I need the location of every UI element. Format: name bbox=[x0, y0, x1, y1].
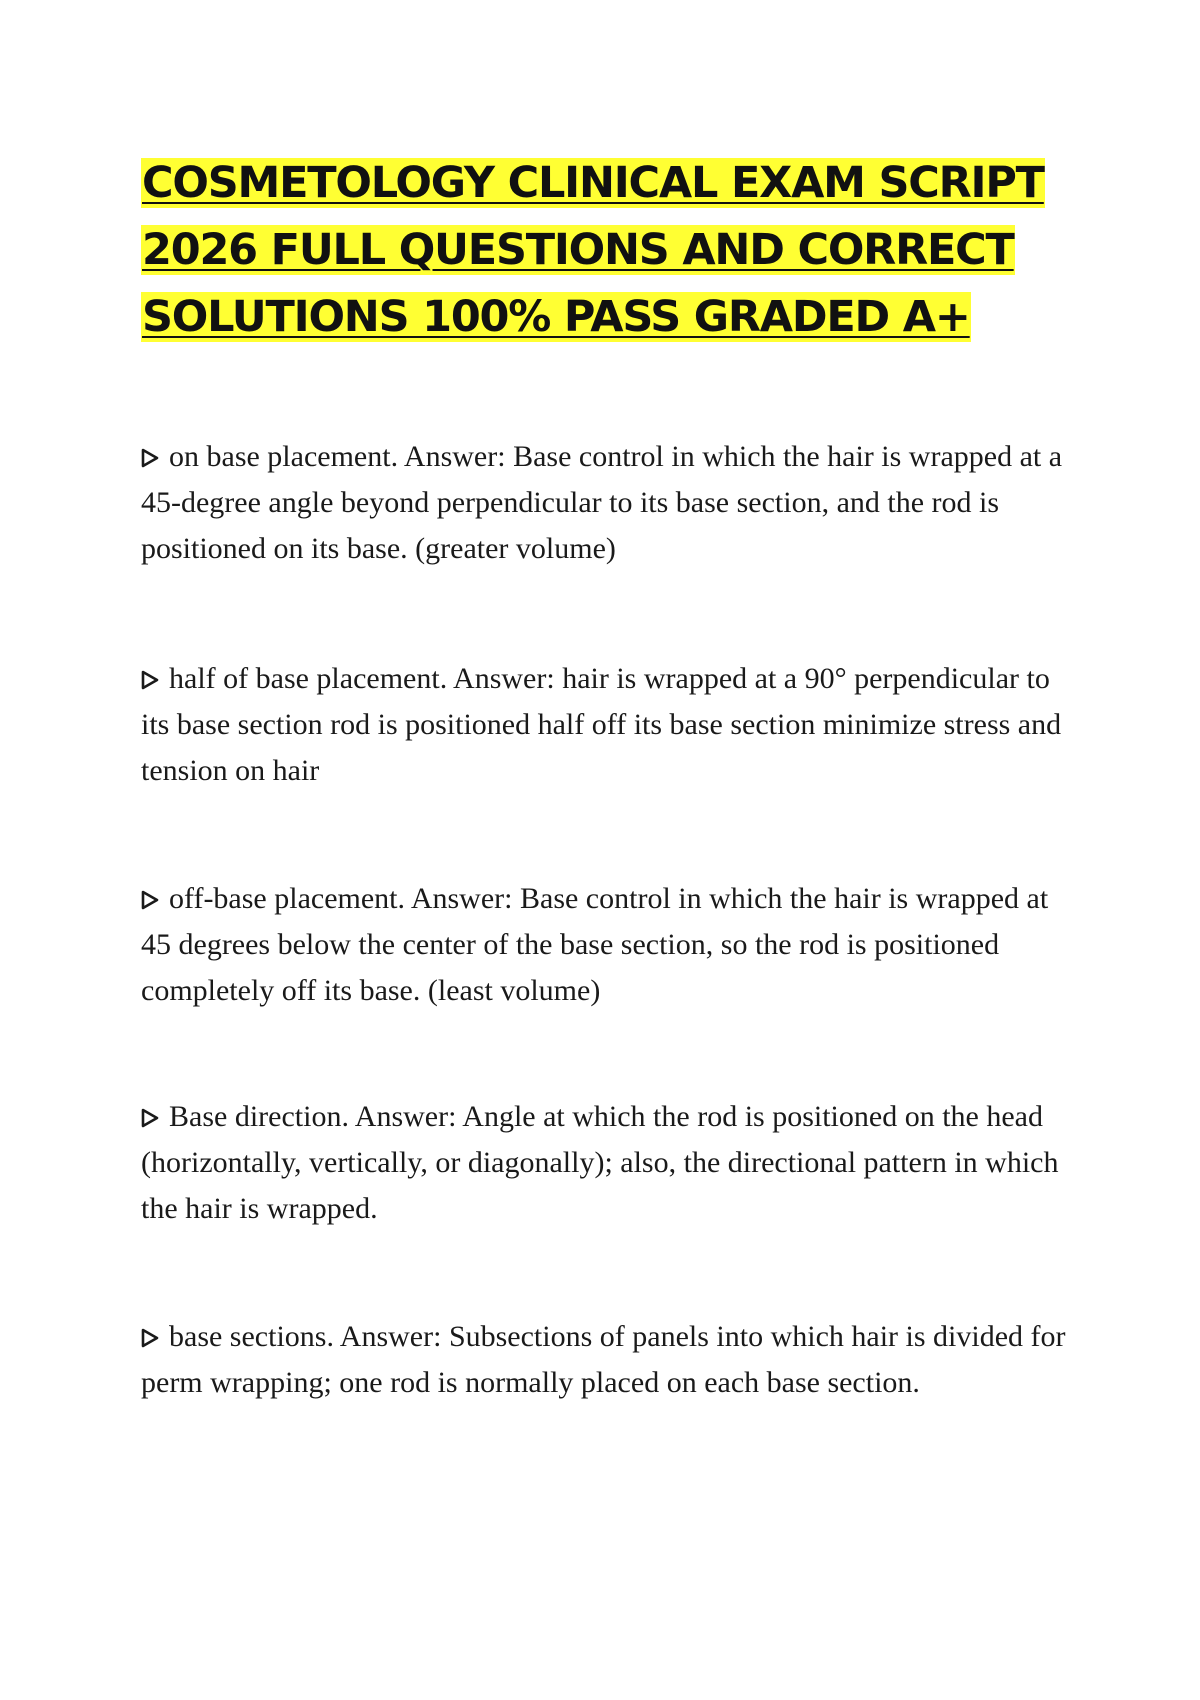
qa-item-text: half of base placement. Answer: hair is wrapped at a 90° perpendicular to its base section rod is positioned half off its base section minimize stress and tension on hair bbox=[141, 662, 1062, 787]
bullet-arrow-icon bbox=[141, 670, 159, 690]
document-title bbox=[141, 150, 1061, 351]
bullet-arrow-icon bbox=[141, 1108, 159, 1128]
bullet-arrow-icon bbox=[141, 890, 159, 910]
qa-item-text: base sections. Answer: Subsections of panels into which hair is divided for perm wrapping; one rod is normally placed on each base section. bbox=[141, 1320, 1066, 1399]
title-highlight: COSMETOLOGY CLINICAL EXAM SCRIPT 2026 FULL QUESTIONS AND CORRECT SOLUTIONS 100% PASS GRADED A+ bbox=[142, 158, 1044, 342]
qa-item-text: Base direction. Answer: Angle at which the rod is positioned on the head (horizontally, vertically, or diagonally); also, the directional pattern in which the hair is wrapped. bbox=[141, 1100, 1059, 1225]
qa-item-5 bbox=[141, 1314, 1081, 1406]
bullet-arrow-icon bbox=[141, 1328, 159, 1348]
qa-item-text: off-base placement. Answer: Base control in which the hair is wrapped at 45 degrees below the center of the base section, so the rod is positioned completely off its base. (least volume) bbox=[141, 882, 1049, 1007]
qa-item-2 bbox=[141, 656, 1081, 794]
qa-item-4 bbox=[141, 1094, 1081, 1232]
qa-item-1 bbox=[141, 434, 1081, 572]
qa-item-3 bbox=[141, 876, 1081, 1014]
qa-item-text: on base placement. Answer: Base control in which the hair is wrapped at a 45-degree angle beyond perpendicular to its base section, and the rod is positioned on its base. (greater volume) bbox=[141, 440, 1063, 565]
bullet-arrow-icon bbox=[141, 448, 159, 468]
